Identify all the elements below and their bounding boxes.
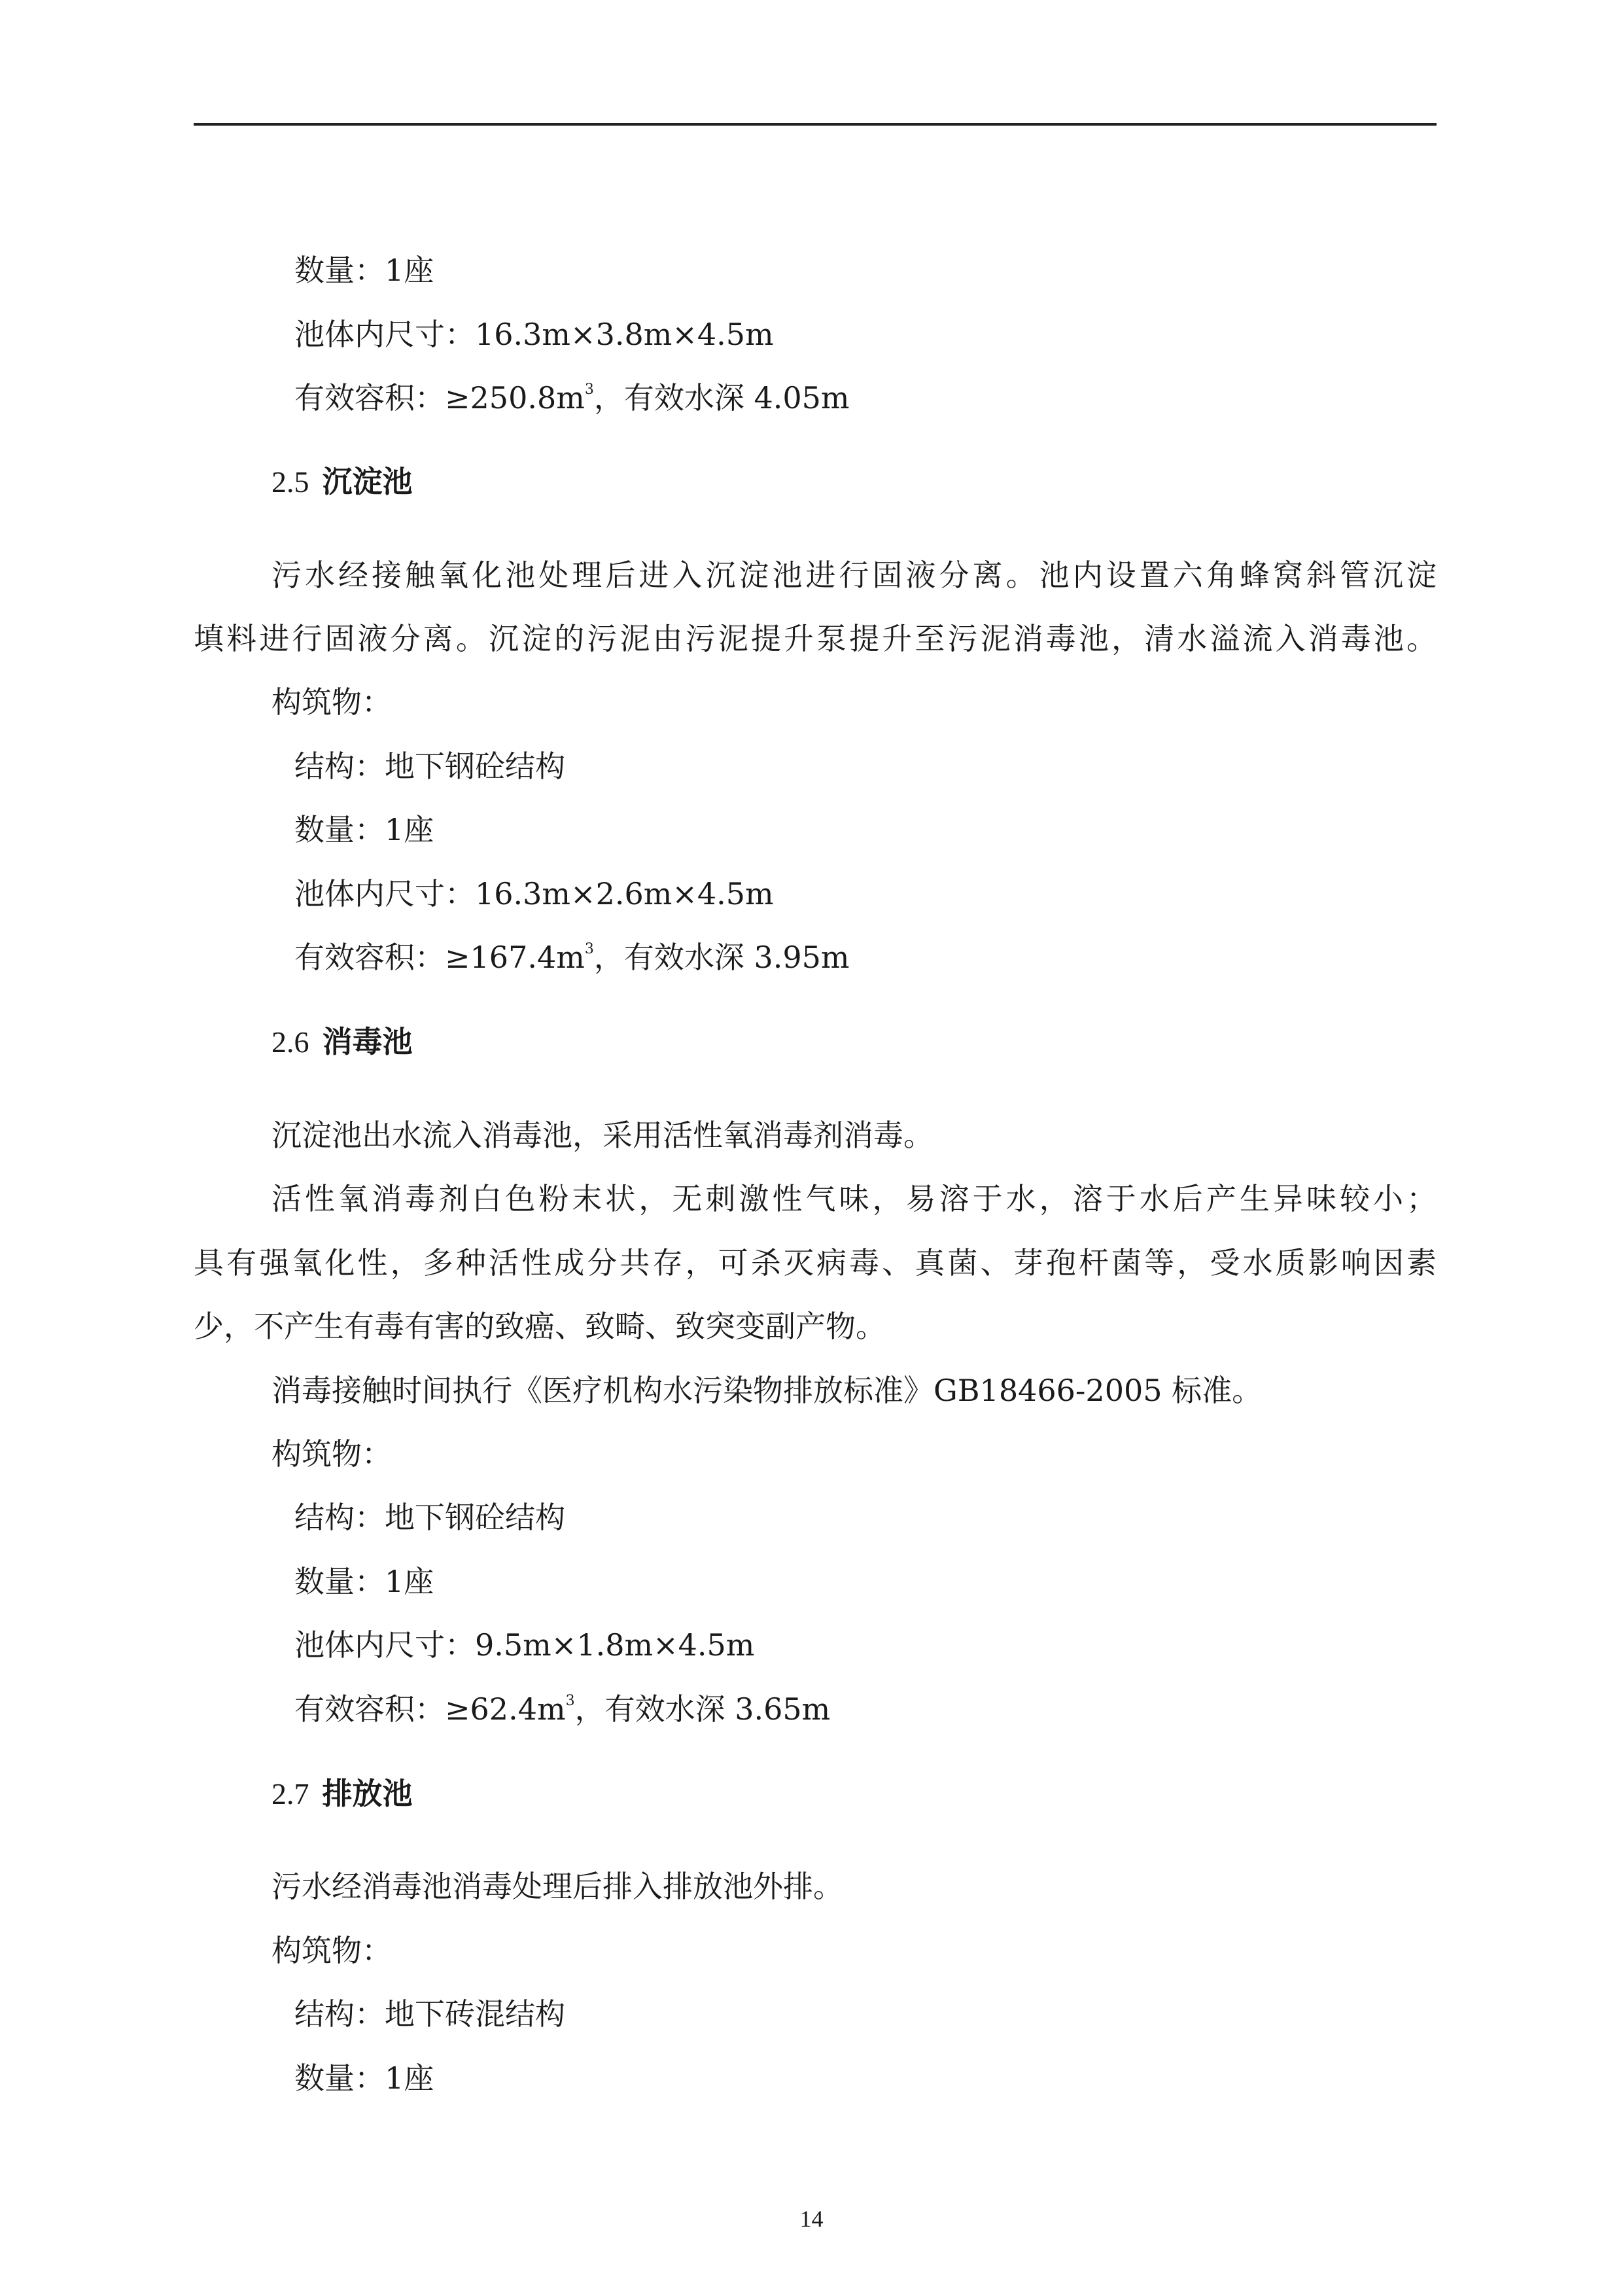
spec-volume: 有效容积：$\ge 62.4m^3$，有效水深 3.65m [294, 1691, 831, 1727]
structure-label: 构筑物： [271, 1436, 392, 1472]
section-heading-2-6: 2.6 消毒池 [271, 1024, 413, 1059]
spec-structure: 结构：地下砖混结构 [294, 1996, 565, 2032]
page-number: 14 [799, 2206, 824, 2232]
paragraph: 少，不产生有毒有害的致癌、致畸、致突变副产物。 [194, 1309, 886, 1344]
paragraph: 污水经消毒池消毒处理后排入排放池外排。 [271, 1869, 843, 1904]
section-heading-2-5: 2.5 沉淀池 [271, 464, 413, 499]
paragraph: 活性氧消毒剂白色粉末状，无刺激性气味，易溶于水，溶于水后产生异味较小； [271, 1181, 1437, 1216]
spec-count: 数量：1座 [294, 253, 434, 288]
spec-count: 数量：1座 [294, 1564, 434, 1599]
section-heading-2-7: 2.7 排放池 [271, 1776, 413, 1811]
paragraph: 污水经接触氧化池处理后进入沉淀池进行固液分离。池内设置六角蜂窝斜管沉淀 [271, 557, 1437, 593]
spec-structure: 结构：地下钢砼结构 [294, 1500, 565, 1535]
spec-volume: 有效容积：$\ge 167.4m^3$，有效水深 3.95m [294, 940, 850, 975]
spec-count: 数量：1座 [294, 2060, 434, 2096]
paragraph: 具有强氧化性，多种活性成分共存，可杀灭病毒、真菌、芽孢杆菌等，受水质影响因素 [194, 1245, 1437, 1280]
spec-count: 数量：1座 [294, 812, 434, 847]
paragraph: 沉淀池出水流入消毒池，采用活性氧消毒剂消毒。 [271, 1118, 934, 1153]
paragraph: 消毒接触时间执行《医疗机构水污染物排放标准》GB18466-2005 标准。 [271, 1373, 1263, 1408]
spec-structure: 结构：地下钢砼结构 [294, 749, 565, 784]
spec-size: 池体内尺寸：16.3m×2.6m×4.5m [294, 876, 774, 911]
spec-volume: 有效容积：$\ge 250.8m^3$，有效水深 4.05m [294, 380, 850, 415]
paragraph: 填料进行固液分离。沉淀的污泥由污泥提升泵提升至污泥消毒池，清水溢流入消毒池。 [194, 621, 1437, 656]
structure-label: 构筑物： [271, 1933, 392, 1968]
structure-label: 构筑物： [271, 684, 392, 720]
header-rule [194, 123, 1437, 126]
spec-size: 池体内尺寸：9.5m×1.8m×4.5m [294, 1627, 755, 1663]
spec-size: 池体内尺寸：16.3m×3.8m×4.5m [294, 317, 774, 352]
